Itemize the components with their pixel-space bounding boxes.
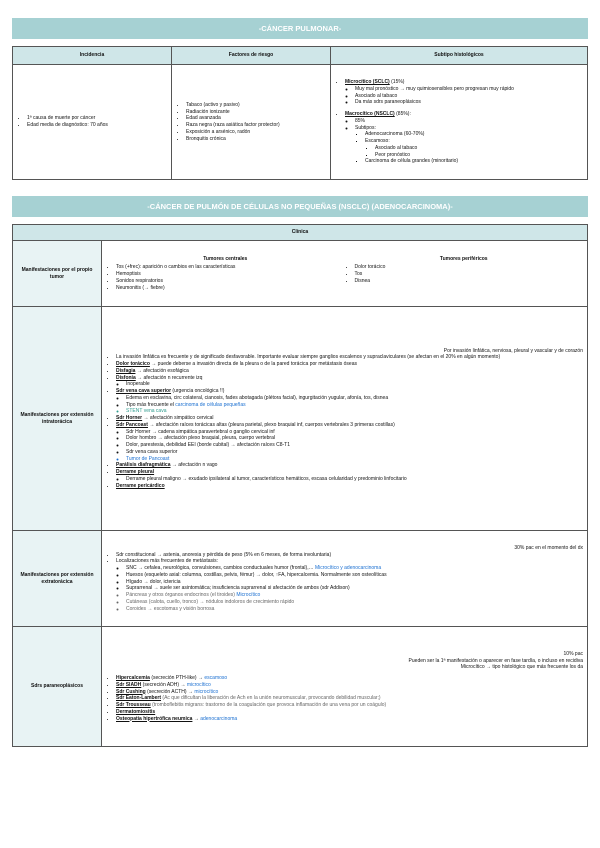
list-item: ▪ Peor pronóstico <box>375 152 583 159</box>
list-item: ◦ Dolor hombro → afectación plexo braquial, pleura, cuerpo vertebral <box>126 435 583 442</box>
list-item: • Disfonía → afectación n recurrente izq ◦ Inoperable <box>116 375 583 389</box>
row-label-intratoracica: Manifestaciones por extensión intratorácica <box>13 307 102 531</box>
list-item: • Dolor torácico → puede deberse a invasión directa de la pleura o de la pared torácica por metástasis óseas <box>116 361 583 368</box>
list-item: • Hemoptisis <box>116 271 345 278</box>
list-item: • Sdr constitucional → astenia, anorexia y pérdida de peso (5% en 6 meses, de forma involuntaria) <box>116 552 583 559</box>
header-factores: Factores de riesgo <box>172 47 331 65</box>
header-subtipos: Subtipo histológicos <box>331 47 588 65</box>
list-item: ◦ Sdr Horner → cadena simpática paravertebral o ganglio cervical inf <box>126 429 583 436</box>
row-label-tumor: Manifestaciones por el propio tumor <box>13 241 102 307</box>
list-item: ◦ Cutáneas (calota, cuello, tronco) → nódulos indoloros de crecimiento rápido <box>126 599 583 606</box>
tumor-cell <box>102 241 588 307</box>
list-item: ◦ Huesos (esqueleto axial: columna, costillas, pelvis, fémur) → dolor, ↑FA, hipercalcemia. Normalmente son osteolíticas <box>126 572 583 579</box>
subtypes-cell <box>331 65 588 180</box>
list-item: • Radiación ionizante <box>186 109 326 116</box>
list-item: • Disnea <box>355 278 584 285</box>
list-item: • Sdr Trousseau (tromboflebitis migrans: trastorno de la coagulación que provoca inflamación de una vena por un coágulo) <box>116 702 583 709</box>
list-item: • 1ª causa de muerte por cáncer <box>27 115 167 122</box>
list-item: • La invasión linfática es frecuente y de significado desfavorable. Importante evaluar siempre ganglios escalenos y supraclaviculares (se afectan en el 20% en algún momento) <box>116 354 583 361</box>
list-item: • Sdr Horner → afectación simpático cervical <box>116 415 583 422</box>
list-item: ▪ Asociado al tabaco <box>375 145 583 152</box>
section1-banner: -CÁNCER PULMONAR- <box>12 18 588 39</box>
list-item: ◦ Muy mal pronóstico → muy quimiosensibles pero progresan muy rápido <box>355 86 583 93</box>
list-item: • Tos (+frec): aparición o cambios en las características <box>116 264 345 271</box>
list-item: • Edad media de diagnóstico: 70 años <box>27 122 167 129</box>
list-item: ◦ Da más sdrs paraneoplásicos <box>355 99 583 106</box>
incidence-cell <box>13 65 172 180</box>
list-item: • Disfagia → afectación esofágica <box>116 368 583 375</box>
list-item: • Sdr SIADH (secreción ADH) → microcítico <box>116 682 583 689</box>
list-item: ◦ Dolor, parestesia, debilidad EEI (borde cubital) → afectación raíces C8-T1 <box>126 442 583 449</box>
row-label-extratoracica: Manifestaciones por extensión extratorácica <box>13 531 102 627</box>
para-note-1: 10% pac <box>563 650 583 657</box>
nsclc-table <box>12 224 588 747</box>
list-item: ◦ Edema en esclavina, circ colateral, cianosis, fades abotagada (plétora facial), ingurgitación yugular, afonía, tos, disnea <box>126 395 583 402</box>
paraneoplasicos-cell <box>102 627 588 747</box>
list-item: • Bronquitis crónica <box>186 136 326 143</box>
risk-cell <box>172 65 331 180</box>
macro-item: • Macrocítico (NSCLC) (85%): ◦ 85% ◦ Subtipos: ▪ Adenocarcinoma (60-70%) ▪ Escamoso: ▪ Asociado al tabaco ▪ Peor pronóstico ▪ Carcinoma de célula grandes (minoritario) <box>345 111 583 165</box>
list-item: ◦ Derrame pleural maligno → exudado ipsilateral al tumor, característicos hemáticos, escasa celularidad y predominio linfocitario <box>126 476 583 483</box>
list-item: • Osteopatía hipertrófica neumica → adenocarcinoma <box>116 716 583 723</box>
list-item: • Sdr Eaton-Lambert (Ac que dificultan la liberación de Ach en la unión neuromuscular, provocando debilidad muscular;) <box>116 695 583 702</box>
list-item: • Sdr Pancoast → afectación raíces torácicas altas (pleura parietal, plexo braquial inf, cuerpos vertebrales 3 primeras costillas) ◦ Sdr Horner → cadena simpática paravertebral o ganglio cervical inf ◦ Dolor hombro → afectación plexo braquial, pleura, cuerpo vertebral ◦ Dolor, parestesia, debilidad EEI (borde cubital) → afectación raíces C8-T1 ◦ Sdr vena cava superior ◦ Tumor de Pancoast <box>116 422 583 463</box>
list-item: ◦ Hígado → dolor, ictericia <box>126 579 583 586</box>
header-incidencia: Incidencia <box>13 47 172 65</box>
list-item: • Neumonitis (→ fiebre) <box>116 285 345 292</box>
list-item: • Derrame pericárdico <box>116 483 583 490</box>
clinica-header: Clínica <box>13 225 588 241</box>
list-item: • Parálisis diafragmática → afectación n vago <box>116 462 583 469</box>
list-item: • Dermatomiositis <box>116 709 583 716</box>
list-item: • Sonidos respiratorios <box>116 278 345 285</box>
list-item: • Hipercalcemia (secreción PTH-like) → escamoso <box>116 675 583 682</box>
list-item: • Dolor torácico <box>355 264 584 271</box>
list-item: • Sdr Cushing (secreción ACTH) → microcítico <box>116 689 583 696</box>
list-item: ▪ Escamoso: ▪ Asociado al tabaco ▪ Peor pronóstico <box>365 138 583 158</box>
para-note-3: Microcítico → tipo histológico que más frecuente los da <box>460 664 583 671</box>
list-item: • Tabaco (activo y pasivo) <box>186 102 326 109</box>
list-item: ◦ Tumor de Pancoast <box>126 456 583 463</box>
list-item: ◦ Tipo más frecuente el carcinoma de células pequeñas <box>126 402 583 409</box>
list-item: ◦ Inoperable <box>126 381 583 388</box>
list-item: • Sdr vena cava superior (urgencia oncológica !!) ◦ Edema en esclavina, circ colateral, cianosis, fades abotagada (plétora facial), ingurgitación yugular, afonía, tos, disnea ◦ Tipo más frecuente el carcinoma de células pequeñas ◦ STENT vena cava <box>116 388 583 415</box>
list-item: • Derrame pleural ◦ Derrame pleural maligno → exudado ipsilateral al tumor, característicos hemáticos, escasa celularidad y predominio linfocitario <box>116 469 583 483</box>
list-item: • Edad avanzada <box>186 115 326 122</box>
list-item: ▪ Adenocarcinoma (60-70%) <box>365 131 583 138</box>
list-item: ◦ STENT vena cava <box>126 408 583 415</box>
list-item: ◦ Sdr vena cava superior <box>126 449 583 456</box>
section2-banner: -CÁNCER DE PULMÓN DE CÉLULAS NO PEQUEÑAS (NSCLC) (ADENOCARCINOMA)- <box>12 196 588 217</box>
list-item: ◦ 85% <box>355 118 583 125</box>
list-item: ◦ Páncreas y otros órganos endocrinos (el tiroides) Microcítico <box>126 592 583 599</box>
intratoracica-cell <box>102 307 588 531</box>
row-label-paraneoplasicos: Sdrs paraneoplásicos <box>13 627 102 747</box>
central-title: Tumores centrales <box>203 255 248 262</box>
cancer-overview-table <box>12 46 588 180</box>
intratoracica-note: Por invasión linfática, nerviosa, pleural y vascular y de corazón <box>443 347 583 354</box>
list-item: ◦ Coroides → escotomas y visión borrosa <box>126 606 583 613</box>
micro-item: • Microcítico (SCLC) (15%) ◦ Muy mal pronóstico → muy quimiosensibles pero progresan muy rápido ◦ Asociado al tabaco ◦ Da más sdrs paraneoplásicos <box>345 79 583 106</box>
list-item: • Raza negra (raza asiática factor protector) <box>186 122 326 129</box>
list-item: ◦ Suprarrenal → suele ser asintomática; insuficiencia suprarrenal si afectación de ambos (sdr Addison) <box>126 585 583 592</box>
list-item: • Tos <box>355 271 584 278</box>
para-note-2: Pueden ser la 1ª manifestación o aparecer en fase tardía, o incluso en recidiva <box>408 657 583 664</box>
list-item: ◦ Asociado al tabaco <box>355 93 583 100</box>
list-item: ◦ Subtipos: ▪ Adenocarcinoma (60-70%) ▪ Escamoso: ▪ Asociado al tabaco ▪ Peor pronóstico ▪ Carcinoma de célula grandes (minoritario) <box>355 125 583 166</box>
peripheral-title: Tumores periféricos <box>439 255 488 262</box>
extratoracica-note: 30% pac en el momento del dx <box>514 544 583 551</box>
extratoracica-cell <box>102 531 588 627</box>
list-item: ▪ Carcinoma de célula grandes (minoritario) <box>365 158 583 165</box>
list-item: ◦ SNC → cefalea, neurológica, convulsiones, cambios conductuales humor (frontal),… Microcítico y adenocarcinoma <box>126 565 583 572</box>
list-item: • Exposición a arsénico, radón <box>186 129 326 136</box>
list-item: • Localizaciones más frecuentes de metástasis: ◦ SNC → cefalea, neurológica, convulsiones, cambios conductuales humor (frontal),… Microcítico y adenocarcinoma ◦ Huesos (esqueleto axial: columna, costillas, pelvis, fémur) → dolor, ↑FA, hipercalcemia. Normalmente son osteolíticas ◦ Hígado → dolor, ictericia ◦ Suprarrenal → suele ser asintomática; insuficiencia suprarrenal si afectación de ambos (sdr Addison) ◦ Páncreas y otros órganos endocrinos (el tiroides) Microcítico ◦ Cutáneas (calota, cuello, tronco) → nódulos indoloros de crecimiento rápido ◦ Coroides → escotomas y visión borrosa <box>116 558 583 612</box>
